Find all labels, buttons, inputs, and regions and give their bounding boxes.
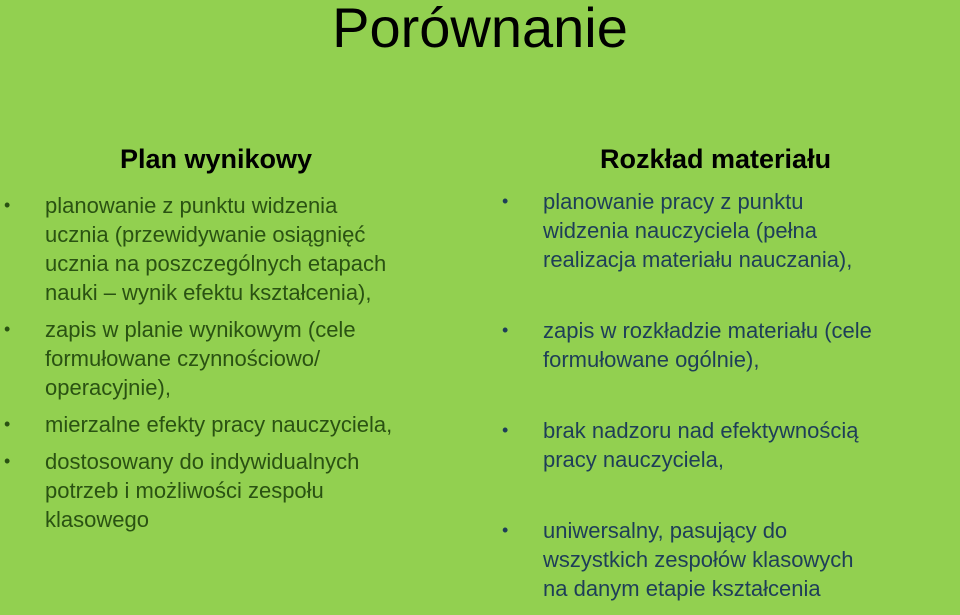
list-item-text: mierzalne efekty pracy nauczyciela,	[45, 412, 393, 437]
bullet-icon: •	[4, 451, 11, 471]
list-item-text: brak nadzoru nad efektywnością pracy nauczyciela,	[543, 418, 859, 472]
bullet-icon: •	[4, 319, 11, 339]
slide-title: Porównanie	[332, 0, 628, 59]
list-item	[498, 316, 960, 374]
list-item-text: zapis w planie wynikowym (cele formułowane czynnościowo/ operacyjnie),	[45, 317, 356, 400]
list-item	[0, 191, 470, 307]
list-item	[0, 315, 470, 402]
list-item	[498, 187, 960, 274]
right-column	[498, 143, 960, 603]
right-column-heading: Rozkład materiału	[600, 144, 832, 174]
bullet-icon: •	[502, 320, 509, 340]
bullet-icon: •	[4, 195, 11, 215]
left-bullet-list	[0, 191, 470, 534]
list-item-text: uniwersalny, pasujący do wszystkich zespołów klasowych na danym etapie kształcenia	[543, 518, 854, 601]
list-item-text: dostosowany do indywidualnych potrzeb i możliwości zespołu klasowego	[45, 449, 360, 532]
bullet-icon: •	[502, 520, 509, 540]
list-item-text: zapis w rozkładzie materiału (cele formułowane ogólnie),	[543, 318, 872, 372]
list-item	[498, 416, 960, 474]
left-column-heading: Plan wynikowy	[120, 144, 313, 174]
list-item-text: planowanie z punktu widzenia ucznia (przewidywanie osiągnięć ucznia na poszczególnych etapach nauki – wynik efektu kształcenia),	[45, 193, 387, 305]
right-bullet-list	[498, 187, 960, 603]
list-item-text: planowanie pracy z punktu widzenia nauczyciela (pełna realizacja materiału nauczania),	[543, 189, 853, 272]
list-item	[0, 447, 470, 534]
left-column	[0, 143, 470, 536]
list-item	[498, 516, 960, 603]
list-item	[0, 410, 470, 439]
bullet-icon: •	[502, 420, 509, 440]
bullet-icon: •	[502, 191, 509, 211]
bullet-icon: •	[4, 414, 11, 434]
